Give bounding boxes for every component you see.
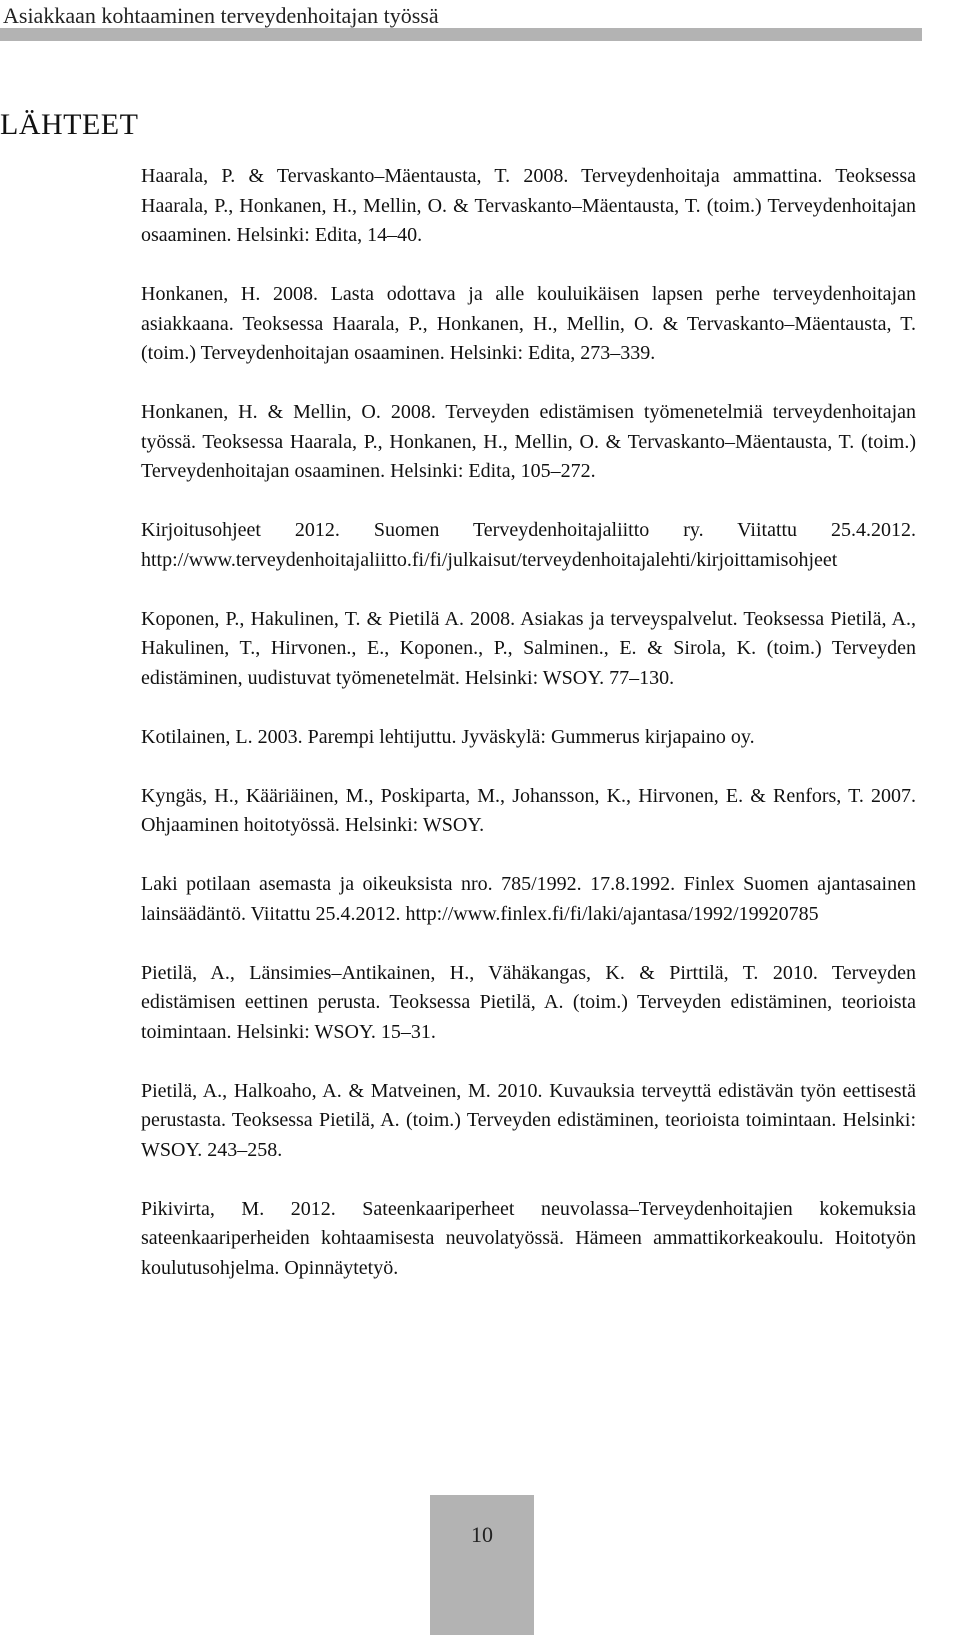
reference-item: Pikivirta, M. 2012. Sateenkaariperheet neuvolassa–Terveydenhoitajien kokemuksia sateenkaariperheiden kohtaamisesta neuvolatyössä. Hämeen ammattikorkeakoulu. Hoitotyön koulutusohjelma. Opinnäytetyö.: [141, 1197, 916, 1279]
reference-item: Haarala, P. & Tervaskanto–Mäentausta, T. 2008. Terveydenhoitaja ammattina. Teoksessa Haarala, P., Honkanen, H., Mellin, O. & Tervaskanto–Mäentausta, T. (toim.) Terveydenhoitajan osaaminen. Helsinki: Edita, 14–40.: [141, 165, 916, 246]
reference-item: Koponen, P., Hakulinen, T. & Pietilä A. 2008. Asiakas ja terveyspalvelut. Teoksessa Pietilä, A., Hakulinen, T., Hirvonen., E., Koponen., P., Salminen., E. & Sirola, K. (toim.) Terveyden edistäminen, uudistuvat työmenetelmät. Helsinki: WSOY. 77–130.: [141, 607, 916, 689]
reference-item: Kotilainen, L. 2003. Parempi lehtijuttu. Jyväskylä: Gummerus kirjapaino oy.: [141, 725, 755, 748]
reference-item: Kyngäs, H., Kääriäinen, M., Poskiparta, M., Johansson, K., Hirvonen, E. & Renfors, T. 2007. Ohjaaminen hoitotyössä. Helsinki: WSOY.: [141, 784, 916, 836]
reference-item: Kirjoitusohjeet 2012. Suomen Terveydenhoitajaliitto ry. Viitattu 25.4.2012. http://www.terveydenhoitajaliitto.fi/fi/julkaisut/terveydenhoitajalehti/kirjoittamisohjeet: [141, 519, 916, 571]
reference-item: Pietilä, A., Länsimies–Antikainen, H., Vähäkangas, K. & Pirttilä, T. 2010. Terveyden edistämisen eettinen perusta. Teoksessa Pietilä, A. (toim.) Terveyden edistäminen, teorioista toimintaan. Helsinki: WSOY. 15–31.: [141, 961, 916, 1043]
page-number: 10: [471, 1522, 493, 1547]
reference-list: [141, 162, 916, 1313]
running-header-title: Asiakkaan kohtaaminen terveydenhoitajan työssä: [3, 3, 439, 28]
header-bar: [0, 28, 922, 41]
section-title: LÄHTEET: [0, 108, 139, 141]
reference-item: Honkanen, H. & Mellin, O. 2008. Terveyden edistämisen työmenetelmiä terveydenhoitajan työssä. Teoksessa Haarala, P., Honkanen, H., Mellin, O. & Tervaskanto–Mäentausta, T. (toim.) Terveydenhoitajan osaaminen. Helsinki: Edita, 105–272.: [141, 401, 916, 482]
page-number-box: [430, 1495, 534, 1635]
reference-item: Laki potilaan asemasta ja oikeuksista nro. 785/1992. 17.8.1992. Finlex Suomen ajantasainen lainsäädäntö. Viitattu 25.4.2012. http://www.finlex.fi/fi/laki/ajantasa/1992/19920785: [141, 873, 916, 925]
reference-item: Pietilä, A., Halkoaho, A. & Matveinen, M. 2010. Kuvauksia terveyttä edistävän työn eettisestä perustasta. Teoksessa Pietilä, A. (toim.) Terveyden edistäminen, teorioista toimintaan. Helsinki: WSOY. 243–258.: [141, 1079, 916, 1161]
reference-item: Honkanen, H. 2008. Lasta odottava ja alle kouluikäisen lapsen perhe terveydenhoitajan asiakkaana. Teoksessa Haarala, P., Honkanen, H., Mellin, O. & Tervaskanto–Mäentausta, T. (toim.) Terveydenhoitajan osaaminen. Helsinki: Edita, 273–339.: [141, 283, 916, 364]
